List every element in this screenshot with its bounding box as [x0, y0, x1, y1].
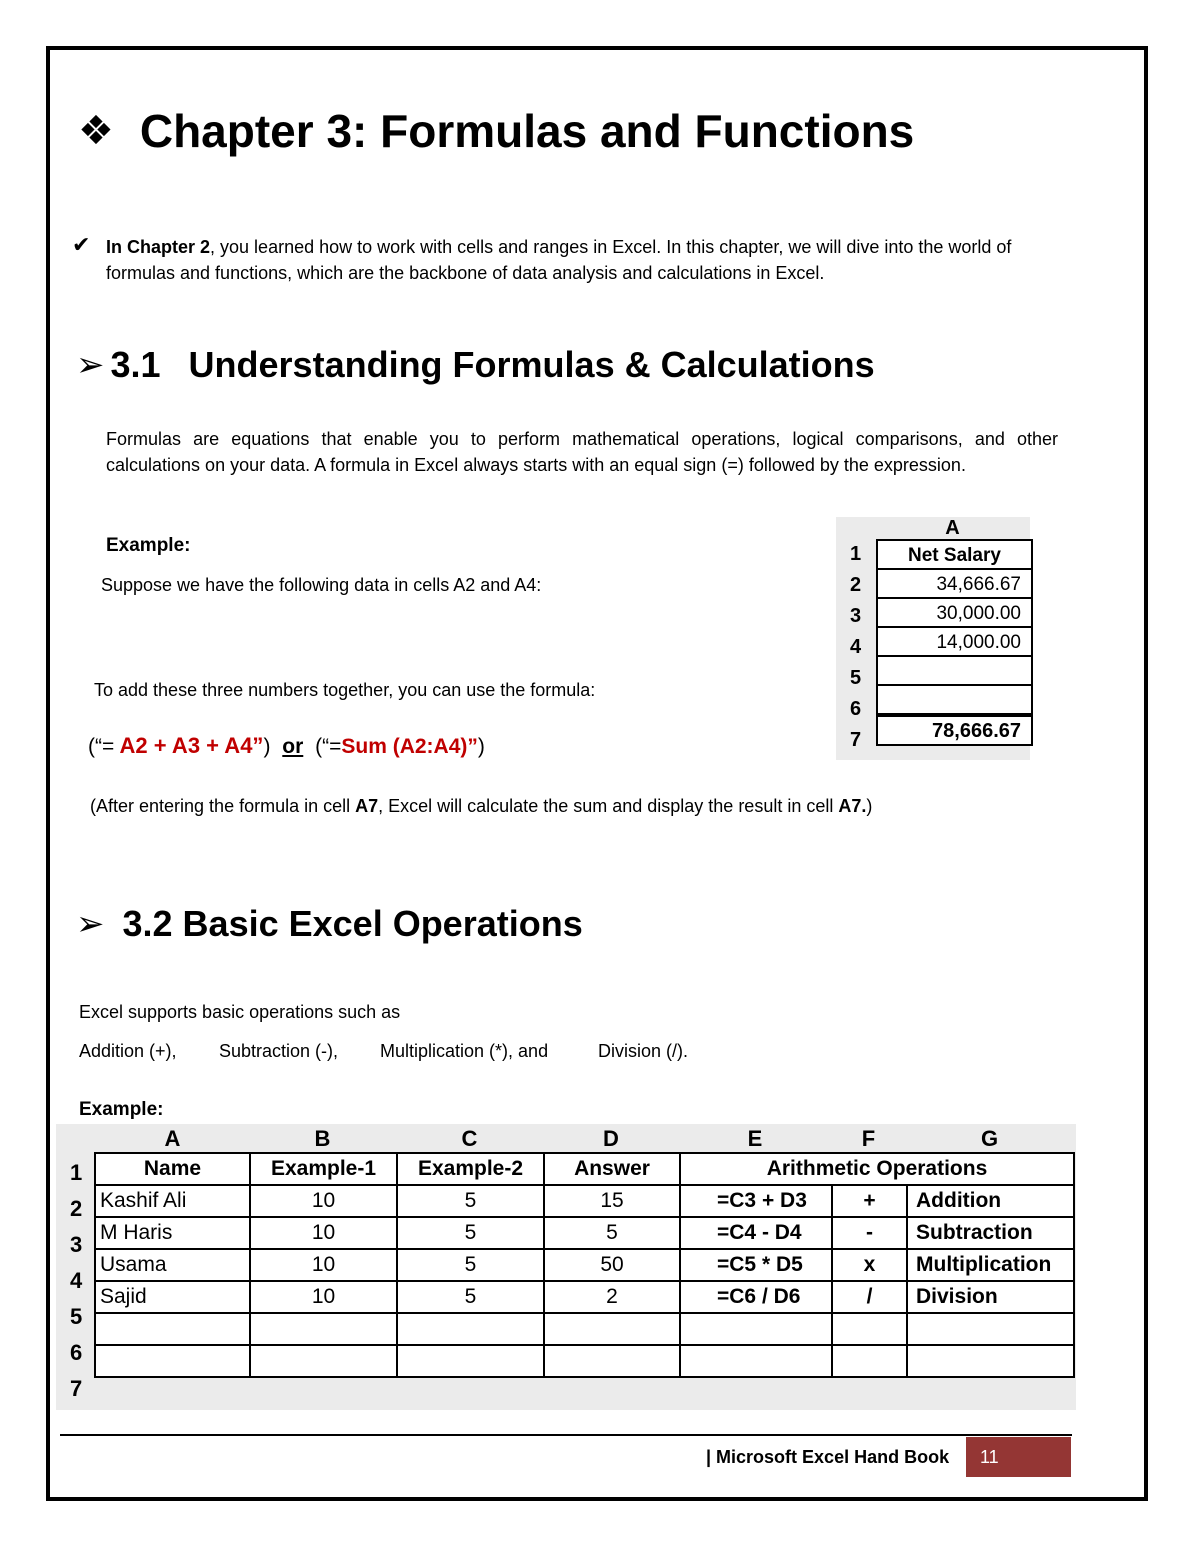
- cell-example-1[interactable]: 10: [250, 1249, 397, 1281]
- header-arithmetic-operations[interactable]: Arithmetic Operations: [680, 1153, 1074, 1185]
- formula2: Sum (A2:A4)”: [341, 735, 478, 758]
- header-example-2[interactable]: Example-2: [397, 1153, 544, 1185]
- section-3-2-heading: [76, 903, 583, 945]
- cell-name[interactable]: [95, 1313, 250, 1345]
- mini-row-num: 6: [850, 698, 862, 720]
- suppose-text: Suppose we have the following data in cells A2 and A4:: [101, 575, 542, 595]
- footer-divider: [60, 1434, 1072, 1436]
- op-multiplication: Multiplication (*), and: [380, 1041, 549, 1061]
- cell-operator[interactable]: /: [832, 1281, 907, 1313]
- cell-formula[interactable]: =C6 / D6: [680, 1281, 832, 1313]
- net-salary-sheet: [836, 517, 1030, 760]
- cell-operation[interactable]: [907, 1345, 1074, 1377]
- row-num: 5: [70, 1304, 83, 1329]
- example-label-1: Example:: [106, 535, 191, 556]
- cell-answer[interactable]: 15: [544, 1185, 680, 1217]
- cell-name[interactable]: Sajid: [95, 1281, 250, 1313]
- col-letter-g: G: [980, 1126, 999, 1151]
- col-letter-e: E: [747, 1126, 763, 1151]
- col-letter-b: B: [314, 1126, 331, 1151]
- mini-cell-a5[interactable]: [878, 657, 1031, 686]
- table-row: [95, 1185, 1074, 1217]
- to-add-text: To add these three numbers together, you can use the formula:: [94, 680, 596, 700]
- header-answer[interactable]: Answer: [544, 1153, 680, 1185]
- cell-operation[interactable]: Division: [907, 1281, 1074, 1313]
- op-division: Division (/).: [598, 1041, 689, 1061]
- row-num: 3: [70, 1232, 83, 1257]
- cell-name[interactable]: M Haris: [95, 1217, 250, 1249]
- supports-text: Excel supports basic operations such as: [79, 1002, 401, 1022]
- cell-example-1[interactable]: 10: [250, 1185, 397, 1217]
- table-row: [95, 1281, 1074, 1313]
- cell-formula[interactable]: =C5 * D5: [680, 1249, 832, 1281]
- or-text: or: [282, 735, 304, 758]
- cell-formula[interactable]: =C4 - D4: [680, 1217, 832, 1249]
- mini-row-numbers: [836, 539, 876, 756]
- operations-sheet: [56, 1124, 1076, 1410]
- cell-formula[interactable]: [680, 1313, 832, 1345]
- section-3-1-heading: [76, 344, 875, 386]
- op-addition: Addition (+),: [79, 1041, 177, 1061]
- cell-answer[interactable]: [544, 1345, 680, 1377]
- arrow-bullet-icon: ➢: [76, 905, 105, 943]
- table-row: [95, 1345, 1074, 1377]
- chapter-heading: [78, 104, 914, 158]
- cell-operator[interactable]: [832, 1345, 907, 1377]
- cell-operation[interactable]: Subtraction: [907, 1217, 1074, 1249]
- mini-cell-a3[interactable]: 30,000.00: [878, 599, 1031, 628]
- example-label-2: Example:: [79, 1099, 164, 1120]
- operations-table: [94, 1152, 1075, 1378]
- cell-answer[interactable]: 50: [544, 1249, 680, 1281]
- formula1-open: (“=: [88, 735, 115, 758]
- header-example-1[interactable]: Example-1: [250, 1153, 397, 1185]
- formula-line: [88, 733, 485, 759]
- cell-operation[interactable]: Addition: [907, 1185, 1074, 1217]
- cell-answer[interactable]: 2: [544, 1281, 680, 1313]
- row-num: 6: [70, 1340, 83, 1365]
- cell-formula[interactable]: =C3 + D3: [680, 1185, 832, 1217]
- section-3-1-number: 3.1: [110, 344, 161, 385]
- cell-example-2[interactable]: [397, 1345, 544, 1377]
- op-subtraction: Subtraction (-),: [219, 1041, 339, 1061]
- table-header-row: [95, 1153, 1074, 1185]
- cell-example-2[interactable]: 5: [397, 1281, 544, 1313]
- mini-row-num: 1: [850, 543, 862, 565]
- footer-book-title: | Microsoft Excel Hand Book: [706, 1447, 950, 1467]
- cell-example-1[interactable]: [250, 1345, 397, 1377]
- row-num: 7: [70, 1376, 83, 1401]
- table-row: [95, 1217, 1074, 1249]
- col-letter-a: A: [164, 1126, 181, 1151]
- mini-cell-a2[interactable]: 34,666.67: [878, 570, 1031, 599]
- cell-operator[interactable]: +: [832, 1185, 907, 1217]
- row-num: 4: [70, 1268, 83, 1293]
- mini-row-num: 4: [850, 636, 862, 658]
- intro-paragraph: [106, 234, 1061, 286]
- formula2-close: ): [477, 735, 485, 758]
- cell-formula[interactable]: [680, 1345, 832, 1377]
- chapter-title: Chapter 3: Formulas and Functions: [139, 105, 915, 157]
- cell-name[interactable]: [95, 1345, 250, 1377]
- mini-cell-a7-total[interactable]: 78,666.67: [878, 715, 1031, 744]
- cell-example-2[interactable]: 5: [397, 1217, 544, 1249]
- cell-name[interactable]: Usama: [95, 1249, 250, 1281]
- after-entering-text: (After entering the formula in cell A7, Excel will calculate the sum and display the result in cell A7.): [90, 796, 873, 816]
- table-row: [95, 1249, 1074, 1281]
- formula2-open: (“=: [315, 735, 342, 758]
- row-num: 2: [70, 1196, 83, 1221]
- mini-row-num: 2: [850, 574, 862, 596]
- mini-row-num: 7: [850, 729, 862, 751]
- cell-operator[interactable]: [832, 1313, 907, 1345]
- diamond-bullet-icon: ❖: [78, 109, 114, 153]
- cell-example-1[interactable]: 10: [250, 1281, 397, 1313]
- mini-cell-a4[interactable]: 14,000.00: [878, 628, 1031, 657]
- mini-col-letter: A: [945, 517, 960, 539]
- cell-operator[interactable]: -: [832, 1217, 907, 1249]
- page-number: 11: [966, 1437, 1071, 1477]
- checkmark-icon: ✔: [72, 232, 91, 257]
- formula1: A2 + A3 + A4”: [114, 733, 264, 758]
- intro-text: , you learned how to work with cells and ranges in Excel. In this chapter, we will dive into the world of formulas and functions, which are the backbone of data analysis and calculations in Excel.: [106, 237, 1012, 283]
- net-salary-header[interactable]: Net Salary: [878, 541, 1031, 570]
- cell-example-1[interactable]: [250, 1313, 397, 1345]
- cell-answer[interactable]: 5: [544, 1217, 680, 1249]
- cell-operator[interactable]: x: [832, 1249, 907, 1281]
- cell-example-2[interactable]: 5: [397, 1185, 544, 1217]
- col-letter-f: F: [861, 1126, 876, 1151]
- mini-cells: [876, 539, 1033, 746]
- cell-example-2[interactable]: [397, 1313, 544, 1345]
- formulas-paragraph: Formulas are equations that enable you to perform mathematical operations, logical comparisons, and other calculations on your data. A formula in Excel always starts with an equal sign (=) followed by the expression.: [106, 429, 1058, 475]
- arrow-bullet-icon: ➢: [76, 346, 105, 384]
- mini-row-num: 3: [850, 605, 862, 627]
- cell-operation[interactable]: [907, 1313, 1074, 1345]
- section-3-2-title: 3.2 Basic Excel Operations: [122, 903, 583, 944]
- intro-lead: In Chapter 2: [106, 237, 211, 257]
- cell-operation[interactable]: Multiplication: [907, 1249, 1074, 1281]
- formula1-close: ): [263, 735, 271, 758]
- cell-answer[interactable]: [544, 1313, 680, 1345]
- header-name[interactable]: Name: [95, 1153, 250, 1185]
- col-letter-d: D: [603, 1126, 619, 1151]
- row-num: 1: [70, 1160, 83, 1185]
- mini-row-num: 5: [850, 667, 862, 689]
- cell-name[interactable]: Kashif Ali: [95, 1185, 250, 1217]
- table-row: [95, 1313, 1074, 1345]
- cell-example-2[interactable]: 5: [397, 1249, 544, 1281]
- cell-example-1[interactable]: 10: [250, 1217, 397, 1249]
- section-3-1-title: Understanding Formulas & Calculations: [188, 344, 875, 385]
- mini-cell-a6[interactable]: [878, 686, 1031, 715]
- col-letter-c: C: [461, 1126, 478, 1151]
